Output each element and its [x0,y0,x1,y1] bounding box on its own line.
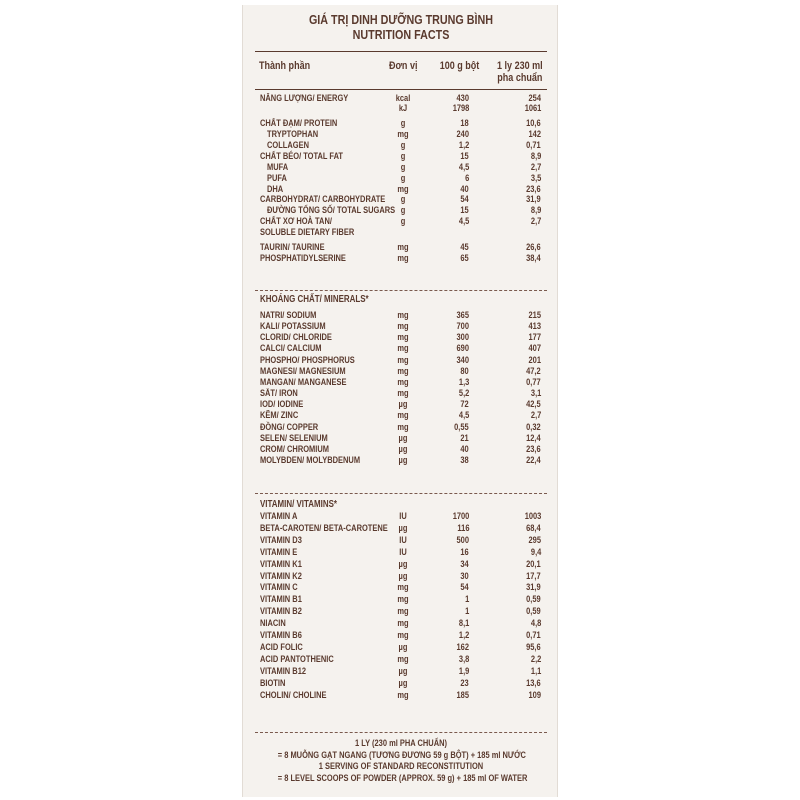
nutrient-per-cup: 0,59 [526,606,541,617]
nutrient-name: DHA [267,184,284,195]
nutrient-unit: µg [398,455,408,466]
header-rule [255,89,547,90]
nutrient-name: MOLYBDEN/ MOLYBDENUM [260,455,361,466]
nutrient-per-cup: 1003 [524,511,541,522]
nutrient-name: CHẤT ĐẠM/ PROTEIN [260,118,338,129]
nutrient-name: KHOÁNG CHẤT/ MINERALS* [260,294,369,305]
nutrient-row [243,163,559,173]
nutrient-per100g: 240 [456,129,469,140]
nutrient-per-cup: 8,9 [530,151,541,162]
nutrient-row [243,607,559,617]
nutrient-row [243,560,559,570]
nutrient-unit: mg [397,606,409,617]
nutrient-unit: µg [398,444,408,455]
nutrient-per-cup: 12,4 [526,433,541,444]
nutrient-per100g: 5,2 [458,388,469,399]
header-per-cup [497,60,543,84]
footer-line-3: 1 SERVING OF STANDARD RECONSTITUTION [318,761,484,772]
nutrient-unit: mg [397,388,409,399]
nutrient-per-cup: 2,7 [530,410,541,421]
header-name: Thành phần [259,60,311,72]
nutrient-unit: µg [398,678,408,689]
nutrient-unit: mg [397,594,409,605]
nutrient-unit: µg [398,642,408,653]
nutrient-name: VITAMIN D3 [260,535,302,546]
title-vietnamese: GIÁ TRỊ DINH DƯỠNG TRUNG BÌNH [308,13,494,27]
nutrient-per-cup: 1061 [524,103,541,114]
nutrient-name: NĂNG LƯỢNG/ ENERGY [260,93,349,104]
nutrient-per100g: 690 [456,343,469,354]
nutrient-row [243,595,559,605]
nutrient-name: VITAMIN K1 [260,559,302,570]
nutrient-row [243,631,559,641]
footer-line-4: = 8 LEVEL SCOOPS OF POWDER (APPROX. 59 g) + 185 ml OF WATER [277,772,528,784]
nutrient-row [243,445,559,455]
nutrient-per-cup: 109 [528,690,541,701]
top-rule [255,51,547,52]
nutrient-per100g: 72 [460,399,469,410]
nutrient-unit: g [400,140,406,151]
nutrient-per100g: 4,5 [458,410,469,421]
nutrient-row [243,130,559,140]
nutrient-row [243,119,559,129]
nutrient-row [243,389,559,399]
nutrient-unit: mg [397,343,409,354]
nutrient-per-cup: 8,9 [530,205,541,216]
nutrient-unit: kJ [398,103,408,114]
nutrient-per-cup: 2,7 [530,162,541,173]
nutrient-row [243,411,559,421]
nutrient-row [243,195,559,205]
nutrient-unit: g [400,151,406,162]
nutrient-row [243,228,559,238]
nutrient-name: VITAMIN C [260,582,298,593]
nutrient-name: PHOSPHO/ PHOSPHORUS [260,355,355,366]
nutrient-name: VITAMIN E [260,547,298,558]
nutrient-row [243,311,559,321]
nutrient-name: KALI/ POTASSIUM [260,321,326,332]
nutrient-name: NIACIN [260,618,286,629]
nutrient-per-cup: 0,71 [526,630,541,641]
nutrition-facts-panel [242,5,558,797]
nutrient-unit: mg [397,310,409,321]
nutrient-per-cup: 17,7 [526,571,541,582]
nutrient-name: VITAMIN A [260,511,298,522]
nutrient-per100g: 23 [460,678,469,689]
nutrient-per100g: 30 [460,571,469,582]
nutrient-row [243,536,559,546]
nutrient-per-cup: 201 [528,355,541,366]
nutrient-per-cup: 10,6 [526,118,541,129]
nutrient-per-cup: 413 [528,321,541,332]
nutrient-per100g: 4,5 [458,162,469,173]
nutrient-per-cup: 38,4 [526,253,541,264]
nutrient-per-cup: 68,4 [526,523,541,534]
header-per100g: 100 g bột [439,60,479,72]
nutrient-per100g: 116 [456,523,469,534]
nutrient-row [243,400,559,410]
nutrient-unit: µg [398,571,408,582]
nutrient-per100g: 185 [456,690,469,701]
nutrient-name: TAURIN/ TAURINE [260,242,325,253]
nutrient-per100g: 54 [460,582,469,593]
nutrient-per-cup: 26,6 [526,242,541,253]
nutrient-row [243,356,559,366]
nutrient-per-cup: 20,1 [526,559,541,570]
nutrient-row [243,152,559,162]
nutrient-per100g: 1,9 [458,666,469,677]
nutrient-per-cup: 95,6 [526,642,541,653]
nutrient-per-cup: 31,9 [526,582,541,593]
nutrient-name: CHẤT BÉO/ TOTAL FAT [260,151,344,162]
nutrient-row [243,104,559,114]
nutrient-row [243,512,559,522]
nutrient-per100g: 1 [464,606,469,617]
nutrient-row [243,619,559,629]
nutrient-per100g: 15 [460,151,469,162]
nutrient-per-cup: 215 [528,310,541,321]
nutrient-per-cup: 23,6 [526,184,541,195]
nutrient-row [243,643,559,653]
vitamins-divider [255,493,547,494]
nutrient-per-cup: 2,7 [530,216,541,227]
nutrient-per100g: 500 [456,535,469,546]
nutrient-per-cup: 13,6 [526,678,541,689]
nutrient-name: PHOSPHATIDYLSERINE [260,253,346,264]
nutrient-unit: mg [397,690,409,701]
nutrient-per100g: 1 [464,594,469,605]
nutrient-per100g: 430 [456,93,469,104]
nutrient-unit: mg [397,377,409,388]
nutrient-per100g: 1,2 [458,630,469,641]
nutrient-per-cup: 4,8 [530,618,541,629]
nutrient-row [243,572,559,582]
nutrient-unit: g [400,173,406,184]
nutrient-per100g: 8,1 [458,618,469,629]
nutrient-name: CHOLIN/ CHOLINE [260,690,327,701]
nutrient-per100g: 1798 [452,103,469,114]
nutrient-per100g: 21 [460,433,469,444]
nutrient-unit: g [400,162,406,173]
section-heading [243,500,559,510]
nutrient-name: VITAMIN B1 [260,594,302,605]
nutrient-per-cup: 0,59 [526,594,541,605]
nutrient-name: CHẤT XƠ HOÀ TAN/ [260,216,332,227]
nutrient-unit: mg [397,355,409,366]
nutrient-unit: g [400,118,406,129]
nutrient-name: MANGAN/ MANGANESE [260,377,347,388]
nutrient-name: BETA-CAROTEN/ BETA-CAROTENE [260,523,388,534]
nutrient-row [243,333,559,343]
nutrient-unit: g [400,205,406,216]
nutrient-name: IOD/ IODINE [260,399,304,410]
header-per-cup-line2: pha chuẩn [497,72,543,84]
nutrient-unit: mg [397,321,409,332]
nutrient-name: NATRI/ SODIUM [260,310,317,321]
nutrient-per-cup: 42,5 [526,399,541,410]
nutrient-per100g: 18 [460,118,469,129]
nutrient-per100g: 45 [460,242,469,253]
column-header [243,53,559,87]
nutrient-unit: µg [398,399,408,410]
nutrient-name: ĐƯỜNG TỔNG SỐ/ TOTAL SUGARS [267,205,396,216]
nutrient-per100g: 4,5 [458,216,469,227]
nutrient-unit: mg [397,422,409,433]
nutrient-per-cup: 3,1 [530,388,541,399]
nutrient-unit: IU [399,535,407,546]
nutrient-unit: mg [397,129,409,140]
minerals-divider [255,290,547,291]
nutrient-per-cup: 177 [528,332,541,343]
nutrient-per-cup: 3,5 [530,173,541,184]
nutrient-unit: mg [397,410,409,421]
nutrient-unit: kcal [395,93,411,104]
nutrient-per100g: 15 [460,205,469,216]
nutrient-name: MUFA [267,162,289,173]
nutrient-per-cup: 1,1 [530,666,541,677]
nutrient-name: COLLAGEN [267,140,309,151]
nutrient-per-cup: 295 [528,535,541,546]
nutrient-name: ACID PANTOTHENIC [260,654,334,665]
nutrient-name: ĐỒNG/ COPPER [260,422,319,433]
nutrient-unit: IU [399,511,407,522]
nutrient-row [243,206,559,216]
nutrient-per-cup: 142 [528,129,541,140]
nutrient-per100g: 365 [456,310,469,321]
nutrient-unit: mg [397,630,409,641]
nutrient-per100g: 3,8 [458,654,469,665]
nutrient-unit: mg [397,253,409,264]
section-heading [243,295,559,305]
nutrient-name: CALCI/ CALCIUM [260,343,322,354]
nutrient-per-cup: 254 [528,93,541,104]
nutrient-per-cup: 31,9 [526,194,541,205]
nutrient-name: SOLUBLE DIETARY FIBER [260,227,355,238]
nutrient-name: PUFA [267,173,287,184]
nutrient-name: VITAMIN B2 [260,606,302,617]
nutrient-row [243,679,559,689]
nutrient-name: VITAMIN K2 [260,571,302,582]
nutrient-per-cup: 22,4 [526,455,541,466]
nutrient-name: VITAMIN/ VITAMINS* [260,499,337,510]
nutrient-per-cup: 0,32 [526,422,541,433]
nutrient-per100g: 1,3 [458,377,469,388]
nutrient-unit: mg [397,242,409,253]
nutrient-name: VITAMIN B6 [260,630,302,641]
nutrient-unit: µg [398,523,408,534]
nutrient-name: SELEN/ SELENIUM [260,433,328,444]
nutrient-unit: g [400,194,406,205]
nutrient-row [243,667,559,677]
title-english: NUTRITION FACTS [352,28,450,42]
header-unit: Đơn vị [389,60,418,72]
nutrient-name: SẮT/ IRON [260,388,298,399]
panel-title-block [243,13,559,43]
nutrient-per100g: 1,2 [458,140,469,151]
nutrient-unit: µg [398,666,408,677]
nutrient-unit: mg [397,582,409,593]
nutrient-per-cup: 407 [528,343,541,354]
nutrient-per-cup: 2,2 [530,654,541,665]
nutrient-per100g: 0,55 [454,422,469,433]
nutrient-per100g: 65 [460,253,469,264]
nutrient-per100g: 340 [456,355,469,366]
nutrient-per-cup: 23,6 [526,444,541,455]
nutrient-per100g: 80 [460,366,469,377]
nutrient-row [243,367,559,377]
nutrient-row [243,217,559,227]
nutrient-row [243,174,559,184]
nutrient-unit: mg [397,654,409,665]
nutrient-per100g: 16 [460,547,469,558]
nutrient-row [243,456,559,466]
nutrient-name: VITAMIN B12 [260,666,307,677]
nutrient-row [243,548,559,558]
nutrient-row [243,423,559,433]
nutrient-unit: mg [397,618,409,629]
header-per-cup-line1: 1 ly 230 ml [497,60,543,72]
nutrient-row [243,243,559,253]
nutrient-unit: mg [397,366,409,377]
nutrient-unit: IU [399,547,407,558]
nutrient-unit: mg [397,184,409,195]
nutrient-unit: µg [398,559,408,570]
nutrient-unit: mg [397,332,409,343]
nutrient-row [243,691,559,701]
nutrient-row [243,254,559,264]
nutrient-row [243,655,559,665]
footer-line-1: 1 LY (230 ml PHA CHUẨN) [354,738,448,749]
nutrient-per100g: 6 [464,173,469,184]
nutrient-name: TRYPTOPHAN [267,129,319,140]
nutrient-name: CLORID/ CHLORIDE [260,332,332,343]
nutrient-name: ACID FOLIC [260,642,303,653]
nutrient-per100g: 38 [460,455,469,466]
nutrient-row [243,141,559,151]
nutrient-name: CARBOHYDRAT/ CARBOHYDRATE [260,194,386,205]
nutrient-name: CROM/ CHROMIUM [260,444,330,455]
nutrient-unit: µg [398,433,408,444]
nutrient-per100g: 300 [456,332,469,343]
nutrient-per-cup: 47,2 [526,366,541,377]
nutrient-per100g: 1700 [452,511,469,522]
serving-footer [243,738,559,784]
nutrient-name: BIOTIN [260,678,286,689]
nutrient-unit: g [400,216,406,227]
nutrient-row [243,378,559,388]
nutrient-name: KẼM/ ZINC [260,410,299,421]
nutrient-per-cup: 9,4 [530,547,541,558]
nutrient-row [243,322,559,332]
nutrient-row [243,583,559,593]
nutrient-per100g: 40 [460,184,469,195]
nutrient-per100g: 700 [456,321,469,332]
footer-line-2: = 8 MUỖNG GẠT NGANG (TƯƠNG ĐƯƠNG 59 g BỘT) + 185 ml NƯỚC [277,749,526,761]
nutrient-row [243,434,559,444]
nutrient-per-cup: 0,71 [526,140,541,151]
nutrient-row [243,524,559,534]
nutrient-name: MAGNESI/ MAGNESIUM [260,366,346,377]
nutrient-per100g: 54 [460,194,469,205]
nutrient-per-cup: 0,77 [526,377,541,388]
nutrient-per100g: 34 [460,559,469,570]
nutrient-row [243,344,559,354]
footer-divider [255,732,547,733]
nutrient-per100g: 162 [456,642,469,653]
nutrient-per100g: 40 [460,444,469,455]
